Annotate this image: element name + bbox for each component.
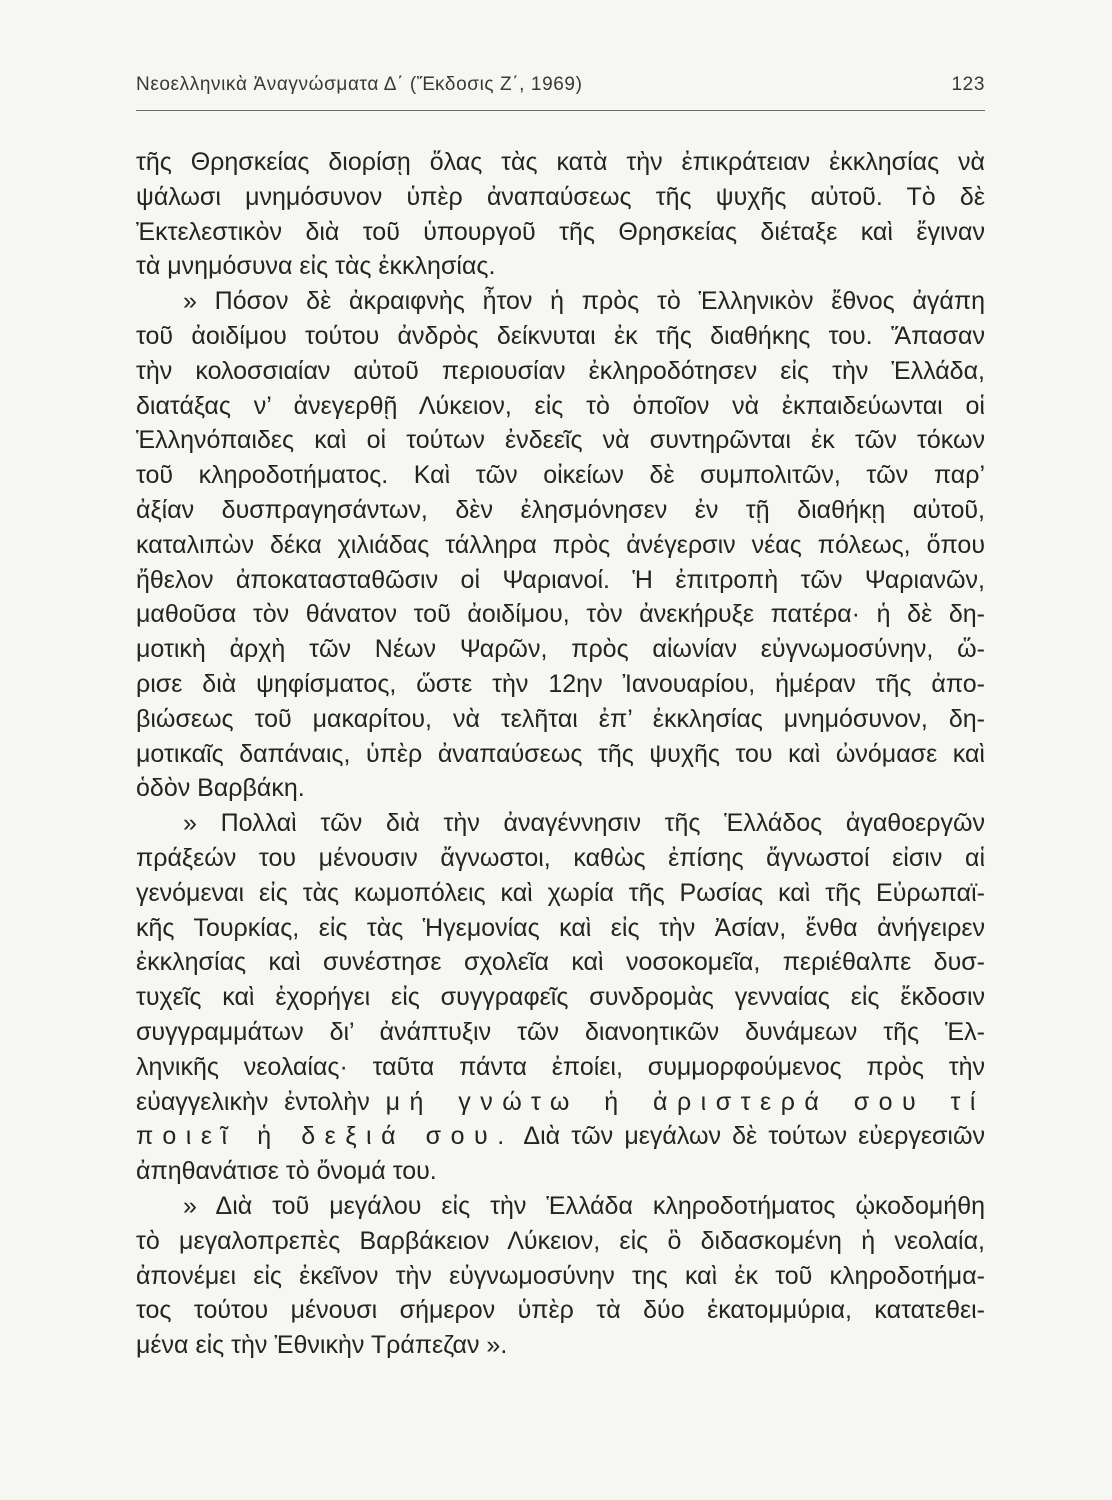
text-line: πράξεών του μένουσιν ἄγνωστοι, καθὼς ἐπίσης ἄγνωστοί εἰσιν αἱ [136, 843, 985, 872]
text-line: ἀπονέμει εἰς ἐκεῖνον τὴν εὐγνωμοσύνην της καὶ ἐκ τοῦ κληροδοτήμα- [136, 1261, 985, 1290]
text-line: τῆς Θρησκείας διορίσῃ ὅλας τὰς κατὰ τὴν ἐπικράτειαν ἐκκλησίας νὰ [136, 148, 985, 176]
text-line: βιώσεως τοῦ μακαρίτου, νὰ τελῆται ἐπ’ ἐκκλησίας μνημόσυνον, δη- [136, 704, 985, 733]
text-line: τὰ μνημόσυνα εἰς τὰς ἐκκλησίας. [136, 252, 496, 281]
text-line: διατάξας ν’ ἀνεγερθῇ Λύκειον, εἰς τὸ ὁποῖον νὰ ἐκπαιδεύωνται οἱ [136, 391, 985, 420]
text-line: μοτικαῖς δαπάναις, ὑπὲρ ἀναπαύσεως τῆς ψυχῆς του καὶ ὠνόμασε καὶ [136, 739, 985, 768]
paragraph [136, 145, 985, 284]
text-line: ἐκκλησίας καὶ συνέστησε σχολεῖα καὶ νοσοκομεῖα, περιέθαλπε δυσ- [136, 948, 985, 977]
text-segment: εὐαγγελικὴν ἐντολὴν [136, 1087, 370, 1116]
text-line: ἀπηθανάτισε τὸ ὄνομά του. [136, 1157, 437, 1186]
text-line [136, 1119, 985, 1154]
header-rule [136, 110, 985, 111]
paragraph [136, 1189, 985, 1363]
running-title: Νεοελληνικὰ Ἀναγνώσματα Δ΄ (Ἔκδοσις Ζ΄, 1969) [136, 74, 583, 95]
text-line: ρισε διὰ ψηφίσματος, ὥστε τὴν 12ην Ἰανουαρίου, ἡμέραν τῆς ἀπο- [136, 669, 985, 698]
text-line: ἤθελον ἀποκατασταθῶσιν οἱ Ψαριανοί. Ἡ ἐπιτροπὴ τῶν Ψαριανῶν, [136, 565, 985, 594]
text-line: Ἑλληνόπαιδες καὶ οἱ τούτων ἐνδεεῖς νὰ συντηρῶνται ἐκ τῶν τόκων [136, 426, 985, 455]
text-body [136, 145, 985, 1363]
text-line: τὴν κολοσσιαίαν αὐτοῦ περιουσίαν ἐκληροδότησεν εἰς τὴν Ἑλλάδα, [136, 356, 985, 385]
text-line: μένα εἰς τὴν Ἐθνικὴν Τράπεζαν ». [136, 1331, 508, 1360]
text-line: ληνικῆς νεολαίας· ταῦτα πάντα ἐποίει, συμμορφούμενος πρὸς τὴν [136, 1052, 985, 1081]
text-line: » Πόσον δὲ ἀκραιφνὴς ἦτον ἡ πρὸς τὸ Ἑλληνικὸν ἔθνος ἀγάπη [183, 287, 985, 316]
text-segment: Διὰ τῶν μεγάλων δὲ τούτων εὐεργεσιῶν [523, 1122, 985, 1151]
emphasized-quote: ποιεῖ ἡ δεξιά σου. [136, 1122, 514, 1151]
text-line: Ἐκτελεστικὸν διὰ τοῦ ὑπουργοῦ τῆς Θρησκείας διέταξε καὶ ἔγιναν [136, 217, 985, 246]
text-line: μοτικὴ ἀρχὴ τῶν Νέων Ψαρῶν, πρὸς αἰωνίαν εὐγνωμοσύνην, ὥ- [136, 635, 985, 664]
text-line: ἀξίαν δυσπραγησάντων, δὲν ἐλησμόνησεν ἐν τῇ διαθήκῃ αὐτοῦ, [136, 495, 985, 524]
text-line: τοῦ κληροδοτήματος. Καὶ τῶν οἰκείων δὲ συμπολιτῶν, τῶν παρ’ [136, 461, 985, 490]
text-line: τὸ μεγαλοπρεπὲς Βαρβάκειον Λύκειον, εἰς ὃ διδασκομένη ἡ νεολαία, [136, 1226, 985, 1255]
text-line: τος τούτου μένουσι σήμερον ὑπὲρ τὰ δύο ἑκατομμύρια, κατατεθει- [136, 1296, 985, 1325]
page-header [136, 74, 985, 102]
emphasized-quote: μή γνώτω ἡ ἀριστερά σου τί [385, 1087, 985, 1116]
paragraph [136, 284, 985, 806]
text-line: » Διὰ τοῦ μεγάλου εἰς τὴν Ἑλλάδα κληροδοτήματος ᾠκοδομήθη [183, 1191, 985, 1220]
text-line: μαθοῦσα τὸν θάνατον τοῦ ἀοιδίμου, τὸν ἀνεκήρυξε πατέρα· ἡ δὲ δη- [136, 600, 985, 629]
text-line: καταλιπὼν δέκα χιλιάδας τάλληρα πρὸς ἀνέγερσιν νέας πόλεως, ὅπου [136, 530, 985, 559]
text-line: ψάλωσι μνημόσυνον ὑπὲρ ἀναπαύσεως τῆς ψυχῆς αὐτοῦ. Τὸ δὲ [136, 182, 985, 211]
text-line: γενόμεναι εἰς τὰς κωμοπόλεις καὶ χωρία τῆς Ρωσίας καὶ τῆς Εὐρωπαϊ- [136, 878, 985, 907]
text-line: ὁδὸν Βαρβάκη. [136, 774, 305, 803]
text-line: τοῦ ἀοιδίμου τούτου ἀνδρὸς δείκνυται ἐκ τῆς διαθήκης του. Ἅπασαν [136, 321, 985, 350]
paragraph [136, 806, 985, 1189]
text-line: κῆς Τουρκίας, εἰς τὰς Ἡγεμονίας καὶ εἰς τὴν Ἀσίαν, ἔνθα ἀνήγειρεν [136, 913, 985, 942]
text-line [136, 1085, 985, 1120]
page-number: 123 [951, 74, 985, 95]
text-line: συγγραμμάτων δι’ ἀνάπτυξιν τῶν διανοητικῶν δυνάμεων τῆς Ἑλ- [136, 1017, 985, 1046]
text-line: τυχεῖς καὶ ἐχορήγει εἰς συγγραφεῖς συνδρομὰς γενναίας εἰς ἔκδοσιν [136, 983, 985, 1012]
text-line: » Πολλαὶ τῶν διὰ τὴν ἀναγέννησιν τῆς Ἑλλάδος ἀγαθοεργῶν [183, 809, 985, 838]
